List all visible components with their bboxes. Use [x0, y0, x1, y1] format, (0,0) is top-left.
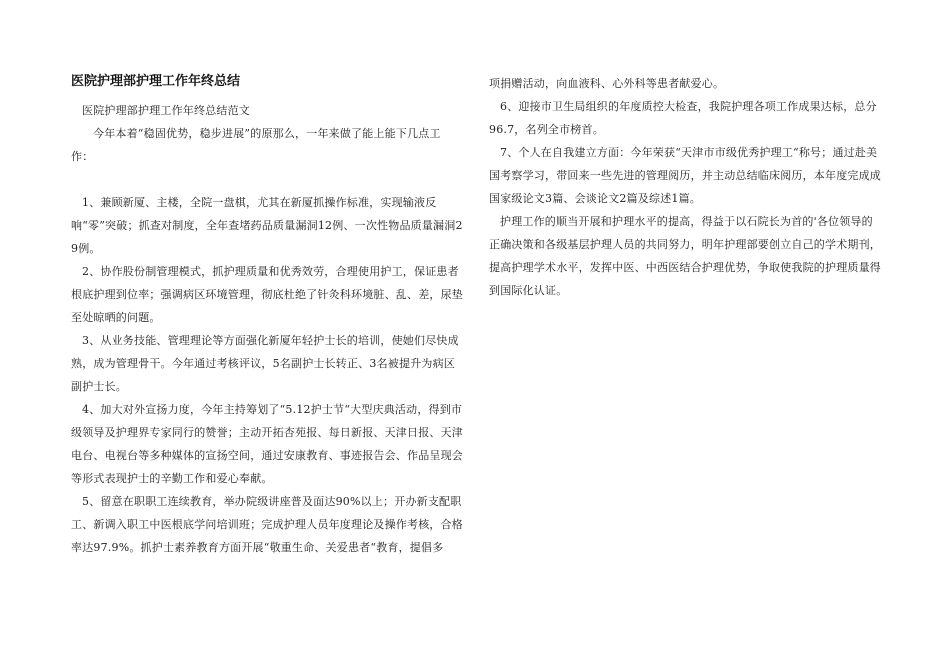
right-column [489, 72, 881, 302]
item-paragraph-6: 6、迎接市卫生局组织的年度质控大检查，我院护理各项工作成果达标，总分96.7，名列全市榜首。 [489, 100, 877, 136]
item-paragraph-3: 3、从业务技能、管理理论等方面强化新厦年轻护士长的培训，使她们尽快成熟，成为管理骨干。今年通过考核评议，5名副护士长转正、3名被提升为病区副护士长。 [71, 334, 459, 393]
item-paragraph-4: 4、加大对外宣扬力度，今年主持筹划了“5.12护士节“大型庆典活动，得到市级领导及护理界专家同行的赞誉；主动开拓杏苑报、每日新报、天津日报、天津电台、电视台等多种媒体的宣扬空间，通过安康教育、事迹报告会、作品呈现会等形式表现护士的辛勤工作和爱心奉献。 [71, 403, 463, 485]
conclusion-paragraph: 护理工作的顺当开展和护理水平的提高，得益于以石院长为首的'各位领导的正确决策和各级基层护理人员的共同努力，明年护理部要创立自己的学术期刊，提高护理学术水平，发挥中医、中西医结合护理优势，争取使我院的护理质量得到国际化认证。 [489, 215, 881, 297]
document-title: 医院护理部护理工作年终总结 [71, 74, 241, 89]
document-subtitle: 医院护理部护理工作年终总结范文 [82, 104, 250, 117]
item-paragraph-7: 7、个人在自我建立方面：今年荣获“天津市市级优秀护理工“称号；通过赴美国考察学习，带回来一些先进的管理阅历，并主动总结临床阅历，本年度完成成国家级论文3篇、会谈论文2篇及综述1篇。 [489, 146, 881, 205]
item-paragraph-2: 2、协作股份制管理模式，抓护理质量和优秀效劳，合理使用护工，保证患者根底护理到位率；强调病区环境管理，彻底杜绝了针灸科环境脏、乱、差，尿垫至处晾晒的问题。 [71, 265, 463, 324]
item-paragraph-5-continued: 项捐赠活动，向血液科、心外科等患者献爱心。 [489, 77, 725, 90]
paragraph-spacer [71, 168, 463, 191]
intro-paragraph: 今年本着“稳固优势，稳步进展”的原那么，一年来做了能上能下几点工作： [71, 127, 441, 163]
item-paragraph-5: 5、留意在职职工连续教育，举办院级讲座普及面达90%以上；开办新支配职工、新调入职工中医根底学问培训班；完成护理人员年度理论及操作考核，合格率达97.9%。抓护士素养教育方面开展“敬重生命、关爱患者“教育，提倡多 [71, 495, 463, 554]
item-paragraph-1: 1、兼顾新厦、主楼，全院一盘棋，尤其在新厦抓操作标准，实现输液反响“零”突破；抓查对制度，全年查堵药品质量漏洞12例、一次性物品质量漏洞29例。 [71, 196, 463, 255]
left-column [71, 72, 463, 559]
